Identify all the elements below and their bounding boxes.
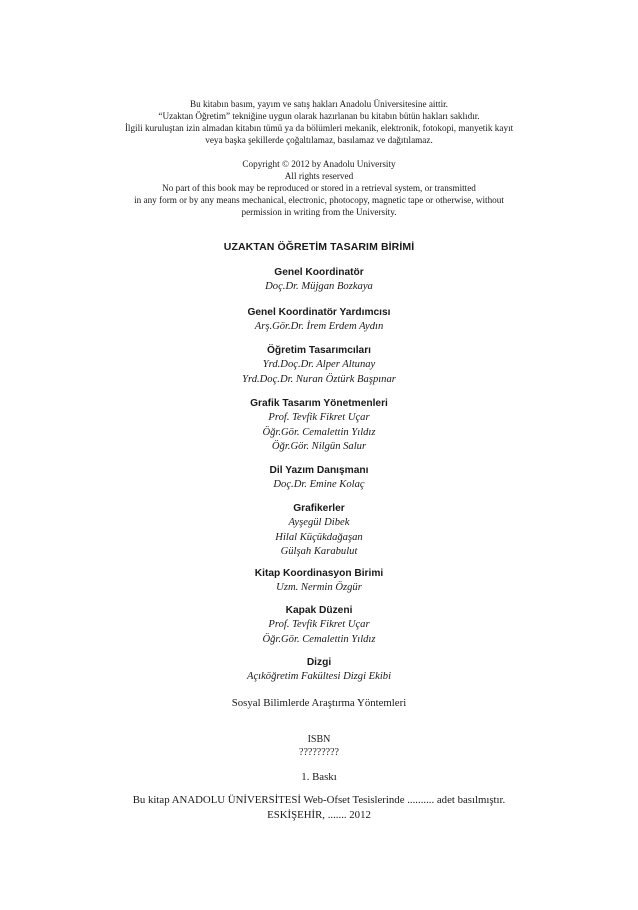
copyright-line: in any form or by any means mechanical, electronic, photocopy, magnetic tape or otherwise, without	[134, 195, 504, 205]
isbn-label: ISBN	[307, 734, 331, 745]
isbn-value: ?????????	[299, 747, 339, 758]
credit-role: Dil Yazım Danışmanı	[269, 465, 369, 476]
credit-name: Öğr.Gör. Cemalettin Yıldız	[262, 633, 376, 645]
credit-role: Kapak Düzeni	[285, 605, 353, 616]
credit-name: Öğr.Gör. Cemalettin Yıldız	[262, 426, 376, 438]
credit-genel-koordinator-yardimcisi	[0, 305, 638, 335]
credit-name: Uzm. Nermin Özgür	[276, 582, 362, 593]
credit-dizgi	[0, 655, 638, 685]
credit-name: Prof. Tevfik Fikret Uçar	[268, 619, 370, 630]
credit-name: Yrd.Doç.Dr. Nuran Öztürk Başpınar	[242, 373, 396, 385]
credit-name: Doç.Dr. Emine Kolaç	[273, 479, 365, 490]
copyright-line: Copyright © 2012 by Anadolu University	[242, 159, 396, 169]
credit-ogretim-tasarimcilari	[0, 343, 638, 387]
credit-role: Grafikerler	[293, 503, 345, 514]
rights-line: veya başka şekillerde çoğaltılamaz, basılamaz ve dağıtılamaz.	[205, 135, 433, 145]
credit-role: Grafik Tasarım Yönetmenleri	[250, 398, 388, 409]
copyright-line: permission in writing from the University.	[241, 207, 397, 217]
rights-turkish	[0, 98, 638, 146]
credit-role: Genel Koordinatör Yardımcısı	[247, 307, 391, 318]
credit-name: Prof. Tevfik Fikret Uçar	[268, 412, 370, 423]
printing-info	[0, 793, 638, 823]
credit-name: Yrd.Doç.Dr. Alper Altunay	[262, 359, 376, 370]
printed-at: Bu kitap ANADOLU ÜNİVERSİTESİ Web-Ofset Tesislerinde .......... adet basılmıştır.	[132, 794, 506, 806]
credit-name: Arş.Gör.Dr. İrem Erdem Aydın	[254, 321, 384, 332]
copyright-line: All rights reserved	[284, 171, 354, 181]
credit-name: Gülşah Karabulut	[280, 546, 358, 557]
credit-name: Ayşegül Dibek	[288, 517, 350, 528]
credit-role: Dizgi	[306, 657, 332, 668]
credit-kapak-duzeni	[0, 603, 638, 647]
rights-line: Bu kitabın basım, yayım ve satış hakları Anadolu Üniversitesine aittir.	[190, 99, 448, 109]
unit-title: UZAKTAN ÖĞRETİM TASARIM BİRİMİ	[223, 241, 415, 253]
credit-kitap-koordinasyon-birimi	[0, 566, 638, 596]
credit-dil-yazim-danismani	[0, 463, 638, 493]
credit-role: Öğretim Tasarımcıları	[267, 345, 371, 356]
book-title: Sosyal Bilimlerde Araştırma Yöntemleri	[231, 697, 407, 709]
credit-role: Genel Koordinatör	[274, 267, 364, 278]
credit-genel-koordinator	[0, 265, 638, 295]
edition: 1. Baskı	[301, 771, 337, 783]
rights-line: İlgili kuruluştan izin almadan kitabın tümü ya da bölümleri mekanik, elektronik, fotokopi, manyetik kayıt	[124, 123, 514, 133]
copyright-line: No part of this book may be reproduced or stored in a retrieval system, or transmitted	[162, 183, 476, 193]
credit-name: Öğr.Gör. Nilgün Salur	[271, 441, 367, 452]
credit-name: Açıköğretim Fakültesi Dizgi Ekibi	[246, 671, 392, 682]
credit-grafik-tasarim-yonetmenleri	[0, 396, 638, 455]
place-date: ESKİŞEHİR, ....... 2012	[267, 809, 371, 821]
isbn-block	[0, 733, 638, 759]
credit-grafikerler	[0, 501, 638, 560]
credit-role: Kitap Koordinasyon Birimi	[254, 568, 384, 579]
credit-name: Hilal Küçükdağaşan	[275, 531, 363, 543]
rights-line: “Uzaktan Öğretim” tekniğine uygun olarak hazırlanan bu kitabın bütün hakları saklıdır.	[158, 111, 480, 121]
credit-name: Doç.Dr. Müjgan Bozkaya	[265, 281, 373, 292]
rights-english	[0, 158, 638, 218]
